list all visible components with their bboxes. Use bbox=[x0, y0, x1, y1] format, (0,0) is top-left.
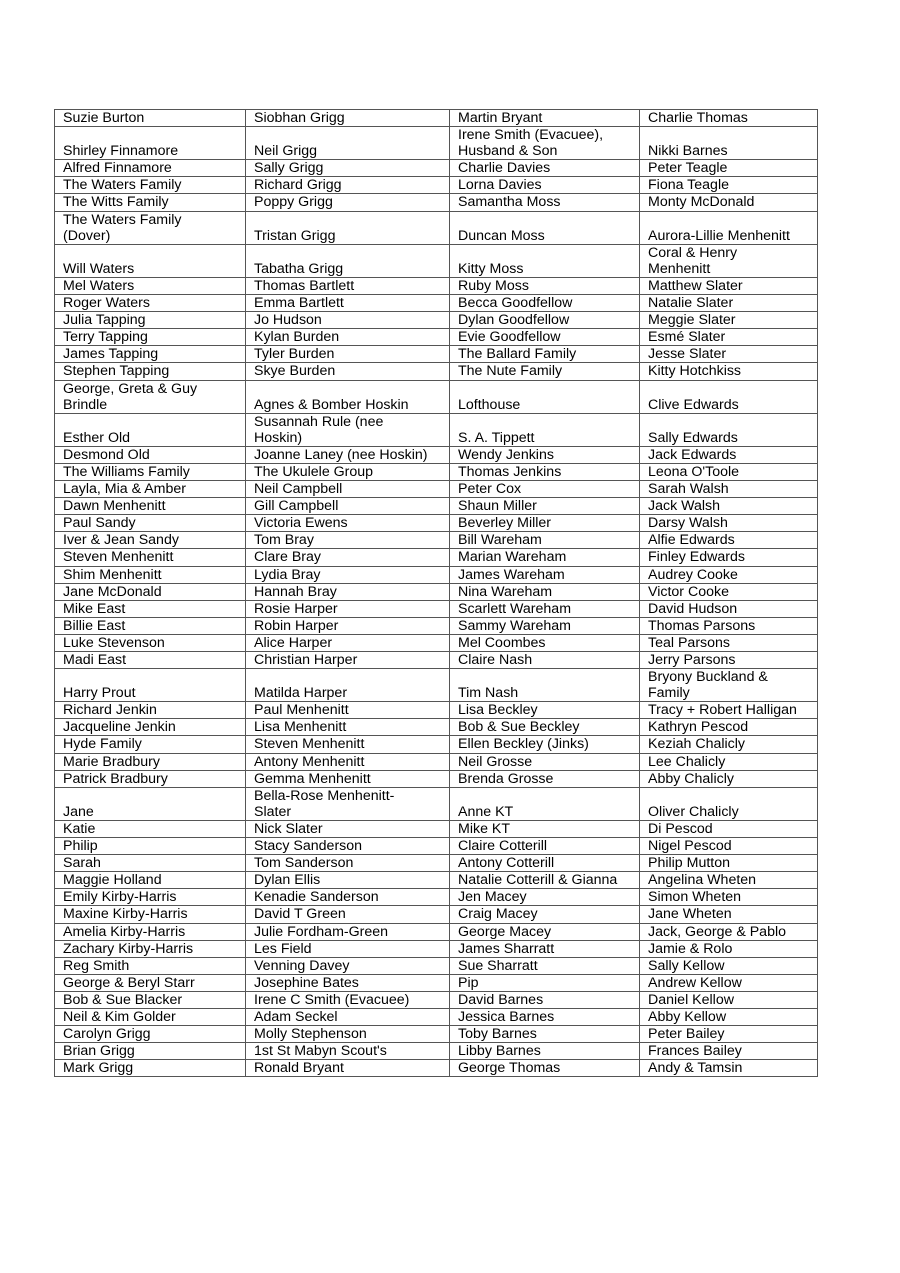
table-row bbox=[55, 634, 818, 651]
table-row bbox=[55, 244, 818, 277]
table-cell: Stacy Sanderson bbox=[246, 838, 450, 855]
table-cell: Poppy Grigg bbox=[246, 194, 450, 211]
table-cell: Jane bbox=[55, 787, 246, 820]
table-row bbox=[55, 413, 818, 446]
table-row bbox=[55, 753, 818, 770]
table-cell: Ruby Moss bbox=[450, 277, 640, 294]
table-cell: Madi East bbox=[55, 652, 246, 669]
table-row bbox=[55, 346, 818, 363]
table-row bbox=[55, 583, 818, 600]
table-cell: Sue Sharratt bbox=[450, 957, 640, 974]
table-cell: Evie Goodfellow bbox=[450, 329, 640, 346]
table-cell: Maxine Kirby-Harris bbox=[55, 906, 246, 923]
table-row bbox=[55, 957, 818, 974]
table-cell: Agnes & Bomber Hoskin bbox=[246, 380, 450, 413]
table-cell: Kylan Burden bbox=[246, 329, 450, 346]
table-row bbox=[55, 906, 818, 923]
table-row bbox=[55, 446, 818, 463]
table-cell: Katie bbox=[55, 820, 246, 837]
table-row bbox=[55, 617, 818, 634]
table-cell: Nikki Barnes bbox=[640, 127, 818, 160]
table-cell: Lofthouse bbox=[450, 380, 640, 413]
table-cell: Lee Chalicly bbox=[640, 753, 818, 770]
table-cell: Duncan Moss bbox=[450, 211, 640, 244]
table-row bbox=[55, 787, 818, 820]
table-cell: Neil Campbell bbox=[246, 481, 450, 498]
table-cell: Jesse Slater bbox=[640, 346, 818, 363]
table-cell: Carolyn Grigg bbox=[55, 1026, 246, 1043]
table-cell: Frances Bailey bbox=[640, 1043, 818, 1060]
table-cell: Beverley Miller bbox=[450, 515, 640, 532]
table-cell: Esther Old bbox=[55, 413, 246, 446]
table-cell: Jen Macey bbox=[450, 889, 640, 906]
table-cell: Shirley Finnamore bbox=[55, 127, 246, 160]
table-row bbox=[55, 380, 818, 413]
table-cell: David Barnes bbox=[450, 991, 640, 1008]
table-cell: Jo Hudson bbox=[246, 312, 450, 329]
table-cell: Keziah Chalicly bbox=[640, 736, 818, 753]
table-cell: Natalie Slater bbox=[640, 295, 818, 312]
table-row bbox=[55, 295, 818, 312]
table-cell: Suzie Burton bbox=[55, 110, 246, 127]
table-cell: Fiona Teagle bbox=[640, 177, 818, 194]
table-cell: Rosie Harper bbox=[246, 600, 450, 617]
table-row bbox=[55, 463, 818, 480]
table-cell: Antony Cotterill bbox=[450, 855, 640, 872]
table-cell: Jamie & Rolo bbox=[640, 940, 818, 957]
table-cell: Mel Waters bbox=[55, 277, 246, 294]
table-cell: Mike East bbox=[55, 600, 246, 617]
table-cell: Bryony Buckland & Family bbox=[640, 669, 818, 702]
table-row bbox=[55, 736, 818, 753]
table-cell: Paul Menhenitt bbox=[246, 702, 450, 719]
table-cell: Adam Seckel bbox=[246, 1008, 450, 1025]
table-cell: James Tapping bbox=[55, 346, 246, 363]
table-cell: George & Beryl Starr bbox=[55, 974, 246, 991]
table-cell: Richard Jenkin bbox=[55, 702, 246, 719]
table-cell: The Waters Family bbox=[55, 177, 246, 194]
table-cell: Julia Tapping bbox=[55, 312, 246, 329]
table-cell: Maggie Holland bbox=[55, 872, 246, 889]
table-cell: Stephen Tapping bbox=[55, 363, 246, 380]
names-table-body bbox=[55, 110, 818, 1077]
table-cell: Clare Bray bbox=[246, 549, 450, 566]
table-cell: Peter Cox bbox=[450, 481, 640, 498]
table-cell: Toby Barnes bbox=[450, 1026, 640, 1043]
table-row bbox=[55, 1008, 818, 1025]
table-row bbox=[55, 872, 818, 889]
table-cell: Dylan Ellis bbox=[246, 872, 450, 889]
table-cell: Wendy Jenkins bbox=[450, 446, 640, 463]
table-cell: Scarlett Wareham bbox=[450, 600, 640, 617]
table-row bbox=[55, 481, 818, 498]
table-cell: Aurora-Lillie Menhenitt bbox=[640, 211, 818, 244]
table-cell: Josephine Bates bbox=[246, 974, 450, 991]
table-cell: Andy & Tamsin bbox=[640, 1060, 818, 1077]
table-row bbox=[55, 991, 818, 1008]
table-cell: Jack Walsh bbox=[640, 498, 818, 515]
table-cell: Lisa Menhenitt bbox=[246, 719, 450, 736]
table-row bbox=[55, 110, 818, 127]
table-cell: Libby Barnes bbox=[450, 1043, 640, 1060]
table-row bbox=[55, 820, 818, 837]
table-cell: Alfred Finnamore bbox=[55, 160, 246, 177]
table-cell: George Macey bbox=[450, 923, 640, 940]
table-row bbox=[55, 312, 818, 329]
table-cell: Jacqueline Jenkin bbox=[55, 719, 246, 736]
table-row bbox=[55, 329, 818, 346]
table-row bbox=[55, 549, 818, 566]
table-cell: Alice Harper bbox=[246, 634, 450, 651]
table-cell: Jessica Barnes bbox=[450, 1008, 640, 1025]
table-cell: Julie Fordham-Green bbox=[246, 923, 450, 940]
table-cell: Sammy Wareham bbox=[450, 617, 640, 634]
table-row bbox=[55, 719, 818, 736]
table-cell: James Wareham bbox=[450, 566, 640, 583]
table-cell: Leona O'Toole bbox=[640, 463, 818, 480]
table-cell: Daniel Kellow bbox=[640, 991, 818, 1008]
table-cell: Jack, George & Pablo bbox=[640, 923, 818, 940]
table-cell: Samantha Moss bbox=[450, 194, 640, 211]
table-cell: Di Pescod bbox=[640, 820, 818, 837]
table-row bbox=[55, 669, 818, 702]
table-row bbox=[55, 770, 818, 787]
table-cell: Zachary Kirby-Harris bbox=[55, 940, 246, 957]
table-cell: Steven Menhenitt bbox=[246, 736, 450, 753]
table-cell: Lydia Bray bbox=[246, 566, 450, 583]
table-cell: Nick Slater bbox=[246, 820, 450, 837]
table-cell: Gill Campbell bbox=[246, 498, 450, 515]
table-cell: Robin Harper bbox=[246, 617, 450, 634]
table-row bbox=[55, 702, 818, 719]
table-cell: Teal Parsons bbox=[640, 634, 818, 651]
table-cell: Thomas Jenkins bbox=[450, 463, 640, 480]
table-row bbox=[55, 277, 818, 294]
table-row bbox=[55, 160, 818, 177]
table-cell: Joanne Laney (nee Hoskin) bbox=[246, 446, 450, 463]
table-cell: Kitty Hotchkiss bbox=[640, 363, 818, 380]
table-cell: Billie East bbox=[55, 617, 246, 634]
table-cell: Paul Sandy bbox=[55, 515, 246, 532]
table-cell: Jane Wheten bbox=[640, 906, 818, 923]
table-cell: Andrew Kellow bbox=[640, 974, 818, 991]
table-row bbox=[55, 1026, 818, 1043]
table-cell: Antony Menhenitt bbox=[246, 753, 450, 770]
table-cell: Bob & Sue Beckley bbox=[450, 719, 640, 736]
table-cell: Emily Kirby-Harris bbox=[55, 889, 246, 906]
table-row bbox=[55, 498, 818, 515]
table-cell: Kathryn Pescod bbox=[640, 719, 818, 736]
table-cell: Neil & Kim Golder bbox=[55, 1008, 246, 1025]
table-cell: Brenda Grosse bbox=[450, 770, 640, 787]
table-cell: The Nute Family bbox=[450, 363, 640, 380]
table-cell: Clive Edwards bbox=[640, 380, 818, 413]
table-cell: Richard Grigg bbox=[246, 177, 450, 194]
table-cell: Oliver Chalicly bbox=[640, 787, 818, 820]
table-row bbox=[55, 515, 818, 532]
table-cell: Sally Edwards bbox=[640, 413, 818, 446]
table-cell: Bella-Rose Menhenitt- Slater bbox=[246, 787, 450, 820]
table-cell: Claire Nash bbox=[450, 652, 640, 669]
table-cell: Harry Prout bbox=[55, 669, 246, 702]
table-cell: Mark Grigg bbox=[55, 1060, 246, 1077]
table-cell: David T Green bbox=[246, 906, 450, 923]
table-cell: Dawn Menhenitt bbox=[55, 498, 246, 515]
table-cell: Dylan Goodfellow bbox=[450, 312, 640, 329]
table-cell: Hannah Bray bbox=[246, 583, 450, 600]
table-cell: Audrey Cooke bbox=[640, 566, 818, 583]
table-row bbox=[55, 194, 818, 211]
table-cell: James Sharratt bbox=[450, 940, 640, 957]
table-cell: Tyler Burden bbox=[246, 346, 450, 363]
table-cell: Shim Menhenitt bbox=[55, 566, 246, 583]
table-cell: George, Greta & Guy Brindle bbox=[55, 380, 246, 413]
table-cell: Charlie Davies bbox=[450, 160, 640, 177]
table-cell: Jack Edwards bbox=[640, 446, 818, 463]
table-cell: Kitty Moss bbox=[450, 244, 640, 277]
table-cell: Neil Grigg bbox=[246, 127, 450, 160]
table-cell: Neil Grosse bbox=[450, 753, 640, 770]
table-row bbox=[55, 600, 818, 617]
table-cell: Ellen Beckley (Jinks) bbox=[450, 736, 640, 753]
table-row bbox=[55, 363, 818, 380]
table-cell: Venning Davey bbox=[246, 957, 450, 974]
table-cell: Tom Bray bbox=[246, 532, 450, 549]
table-cell: S. A. Tippett bbox=[450, 413, 640, 446]
table-cell: Ronald Bryant bbox=[246, 1060, 450, 1077]
table-cell: Sally Kellow bbox=[640, 957, 818, 974]
table-cell: 1st St Mabyn Scout's bbox=[246, 1043, 450, 1060]
table-cell: Molly Stephenson bbox=[246, 1026, 450, 1043]
table-cell: Gemma Menhenitt bbox=[246, 770, 450, 787]
table-cell: Hyde Family bbox=[55, 736, 246, 753]
table-cell: Will Waters bbox=[55, 244, 246, 277]
table-cell: Tracy + Robert Halligan bbox=[640, 702, 818, 719]
table-cell: Tabatha Grigg bbox=[246, 244, 450, 277]
table-cell: Mel Coombes bbox=[450, 634, 640, 651]
table-cell: The Ukulele Group bbox=[246, 463, 450, 480]
table-cell: Claire Cotterill bbox=[450, 838, 640, 855]
table-cell: Siobhan Grigg bbox=[246, 110, 450, 127]
table-row bbox=[55, 923, 818, 940]
table-cell: The Waters Family (Dover) bbox=[55, 211, 246, 244]
table-cell: Jane McDonald bbox=[55, 583, 246, 600]
table-cell: Matilda Harper bbox=[246, 669, 450, 702]
table-cell: Victoria Ewens bbox=[246, 515, 450, 532]
table-cell: The Witts Family bbox=[55, 194, 246, 211]
table-cell: Lisa Beckley bbox=[450, 702, 640, 719]
table-cell: Charlie Thomas bbox=[640, 110, 818, 127]
table-row bbox=[55, 889, 818, 906]
table-cell: Anne KT bbox=[450, 787, 640, 820]
table-row bbox=[55, 566, 818, 583]
table-cell: Emma Bartlett bbox=[246, 295, 450, 312]
table-cell: Tristan Grigg bbox=[246, 211, 450, 244]
table-row bbox=[55, 211, 818, 244]
table-cell: Angelina Wheten bbox=[640, 872, 818, 889]
table-cell: Nina Wareham bbox=[450, 583, 640, 600]
table-cell: Steven Menhenitt bbox=[55, 549, 246, 566]
table-cell: Les Field bbox=[246, 940, 450, 957]
table-cell: Skye Burden bbox=[246, 363, 450, 380]
table-cell: Pip bbox=[450, 974, 640, 991]
table-row bbox=[55, 855, 818, 872]
table-cell: Natalie Cotterill & Gianna bbox=[450, 872, 640, 889]
table-cell: Jerry Parsons bbox=[640, 652, 818, 669]
table-cell: Thomas Bartlett bbox=[246, 277, 450, 294]
table-cell: Craig Macey bbox=[450, 906, 640, 923]
table-cell: Abby Kellow bbox=[640, 1008, 818, 1025]
table-row bbox=[55, 177, 818, 194]
table-cell: Reg Smith bbox=[55, 957, 246, 974]
table-cell: Philip Mutton bbox=[640, 855, 818, 872]
table-cell: Nigel Pescod bbox=[640, 838, 818, 855]
table-cell: Desmond Old bbox=[55, 446, 246, 463]
table-row bbox=[55, 1043, 818, 1060]
table-cell: Sarah Walsh bbox=[640, 481, 818, 498]
table-cell: Becca Goodfellow bbox=[450, 295, 640, 312]
table-cell: Layla, Mia & Amber bbox=[55, 481, 246, 498]
table-cell: Marian Wareham bbox=[450, 549, 640, 566]
table-cell: David Hudson bbox=[640, 600, 818, 617]
table-row bbox=[55, 127, 818, 160]
table-cell: Alfie Edwards bbox=[640, 532, 818, 549]
table-cell: The Williams Family bbox=[55, 463, 246, 480]
table-cell: Lorna Davies bbox=[450, 177, 640, 194]
table-cell: Peter Bailey bbox=[640, 1026, 818, 1043]
table-cell: Esmé Slater bbox=[640, 329, 818, 346]
table-cell: Terry Tapping bbox=[55, 329, 246, 346]
table-cell: Amelia Kirby-Harris bbox=[55, 923, 246, 940]
table-cell: Marie Bradbury bbox=[55, 753, 246, 770]
table-cell: Susannah Rule (nee Hoskin) bbox=[246, 413, 450, 446]
table-cell: Bob & Sue Blacker bbox=[55, 991, 246, 1008]
table-cell: Philip bbox=[55, 838, 246, 855]
table-cell: Iver & Jean Sandy bbox=[55, 532, 246, 549]
table-cell: Martin Bryant bbox=[450, 110, 640, 127]
table-cell: Tim Nash bbox=[450, 669, 640, 702]
table-cell: Kenadie Sanderson bbox=[246, 889, 450, 906]
table-cell: Tom Sanderson bbox=[246, 855, 450, 872]
table-cell: Darsy Walsh bbox=[640, 515, 818, 532]
table-cell: Monty McDonald bbox=[640, 194, 818, 211]
table-cell: Luke Stevenson bbox=[55, 634, 246, 651]
table-row bbox=[55, 974, 818, 991]
table-row bbox=[55, 838, 818, 855]
table-cell: Peter Teagle bbox=[640, 160, 818, 177]
table-cell: Christian Harper bbox=[246, 652, 450, 669]
table-cell: Shaun Miller bbox=[450, 498, 640, 515]
table-cell: Irene Smith (Evacuee), Husband & Son bbox=[450, 127, 640, 160]
table-cell: Roger Waters bbox=[55, 295, 246, 312]
table-cell: Finley Edwards bbox=[640, 549, 818, 566]
table-cell: Sarah bbox=[55, 855, 246, 872]
table-cell: George Thomas bbox=[450, 1060, 640, 1077]
table-cell: Thomas Parsons bbox=[640, 617, 818, 634]
table-cell: Simon Wheten bbox=[640, 889, 818, 906]
table-cell: Patrick Bradbury bbox=[55, 770, 246, 787]
table-cell: Matthew Slater bbox=[640, 277, 818, 294]
table-row bbox=[55, 940, 818, 957]
table-cell: Bill Wareham bbox=[450, 532, 640, 549]
table-cell: Irene C Smith (Evacuee) bbox=[246, 991, 450, 1008]
table-cell: Mike KT bbox=[450, 820, 640, 837]
table-cell: Coral & Henry Menhenitt bbox=[640, 244, 818, 277]
table-cell: The Ballard Family bbox=[450, 346, 640, 363]
table-row bbox=[55, 532, 818, 549]
table-cell: Brian Grigg bbox=[55, 1043, 246, 1060]
table-row bbox=[55, 1060, 818, 1077]
table-cell: Sally Grigg bbox=[246, 160, 450, 177]
names-table bbox=[54, 109, 818, 1077]
table-cell: Meggie Slater bbox=[640, 312, 818, 329]
table-cell: Abby Chalicly bbox=[640, 770, 818, 787]
table-cell: Victor Cooke bbox=[640, 583, 818, 600]
table-row bbox=[55, 652, 818, 669]
